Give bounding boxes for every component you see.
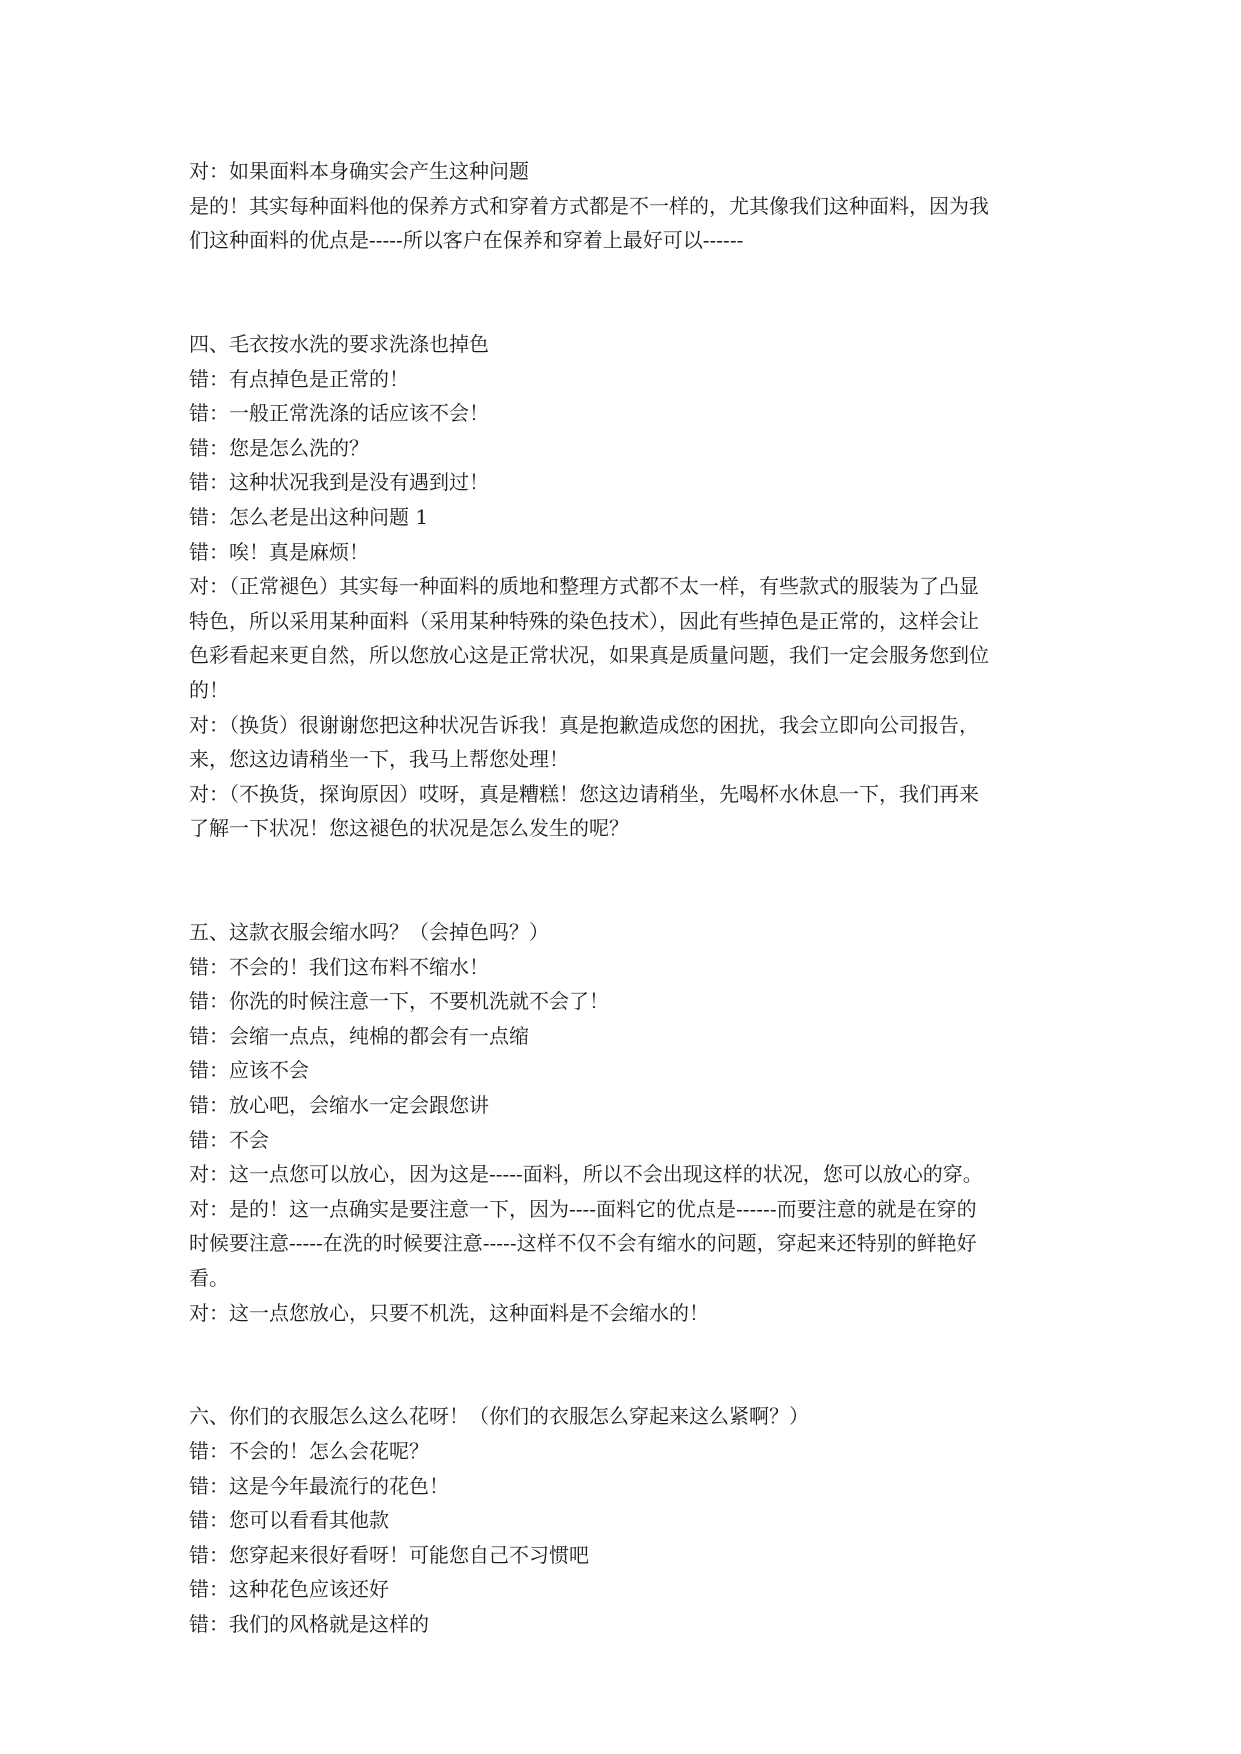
section-heading: 六、你们的衣服怎么这么花呀！（你们的衣服怎么穿起来这么紧啊？）: [189, 1404, 809, 1429]
document-body: [189, 154, 1069, 1642]
text-line: 错：不会的！我们这布料不缩水！: [189, 954, 489, 979]
text-line: 对：（正常褪色）其实每一种面料的质地和整理方式都不太一样，有些款式的服装为了凸显: [189, 574, 979, 599]
paragraph-gap: [189, 846, 1069, 881]
paragraph-gap: [189, 880, 1069, 915]
text-line: 来，您这边请稍坐一下，我马上帮您处理！: [189, 747, 569, 772]
text-line: 的！: [189, 677, 229, 702]
text-line: 时候要注意-----在洗的时候要注意-----这样不仅不会有缩水的问题，穿起来还特别的鲜艳好: [189, 1231, 977, 1256]
text-line: 对：是的！这一点确实是要注意一下，因为----面料它的优点是------而要注意的就是在穿的: [189, 1196, 977, 1221]
text-line: 了解一下状况！您这褪色的状况是怎么发生的呢？: [189, 816, 629, 841]
text-line: 对：如果面料本身确实会产生这种问题: [189, 159, 529, 183]
text-line: 对：（换货）很谢谢您把这种状况告诉我！真是抱歉造成您的困扰，我会立即向公司报告，: [189, 712, 979, 737]
text-line: 们这种面料的优点是-----所以客户在保养和穿着上最好可以------: [189, 228, 744, 253]
text-line: 色彩看起来更自然，所以您放心这是正常状况，如果真是质量问题，我们一定会服务您到位: [189, 643, 989, 668]
paragraph-gap: [189, 258, 1069, 293]
text-line: 错：您是怎么洗的？: [189, 435, 369, 460]
paragraph-gap: [189, 1365, 1069, 1400]
text-line: 错：一般正常洗涤的话应该不会！: [189, 401, 489, 426]
text-line: 错：这种花色应该还好: [189, 1577, 389, 1602]
text-line: 错：你洗的时候注意一下，不要机洗就不会了！: [189, 989, 609, 1014]
section-heading: 四、毛衣按水洗的要求洗涤也掉色: [189, 331, 489, 356]
text-line: 错：唉！真是麻烦！: [189, 539, 369, 564]
text-line: 错：应该不会: [189, 1058, 309, 1083]
text-line: 看。: [189, 1266, 229, 1290]
text-line: 错：不会: [189, 1127, 269, 1152]
text-line: 错：会缩一点点，纯棉的都会有一点缩: [189, 1023, 529, 1048]
section-five-shrinking: [189, 915, 1069, 1330]
paragraph-gap: [189, 292, 1069, 327]
text-line: 特色，所以采用某种面料（采用某种特殊的染色技术），因此有些掉色是正常的，这样会让: [189, 608, 979, 633]
section-six-pattern: [189, 1399, 1069, 1641]
text-line: 对：（不换货，探询原因）哎呀，真是糟糕！您这边请稍坐，先喝杯水休息一下，我们再来: [189, 781, 979, 806]
text-line: 错：您可以看看其他款: [189, 1508, 389, 1533]
text-line: 错：这是今年最流行的花色！: [189, 1473, 449, 1498]
text-line: 错：您穿起来很好看呀！可能您自己不习惯吧: [189, 1542, 589, 1567]
text-line: 错：放心吧，会缩水一定会跟您讲: [189, 1093, 489, 1118]
section-four-fading: [189, 327, 1069, 846]
paragraph-gap: [189, 1330, 1069, 1365]
text-line: 错：这种状况我到是没有遇到过！: [189, 470, 489, 495]
text-line: 错：有点掉色是正常的！: [189, 366, 409, 391]
text-line: 错：怎么老是出这种问题 1: [189, 504, 429, 529]
section-heading: 五、这款衣服会缩水吗？（会掉色吗？）: [189, 920, 549, 945]
section-fabric-care: [189, 154, 1069, 258]
text-line: 对：这一点您放心，只要不机洗，这种面料是不会缩水的！: [189, 1300, 709, 1325]
text-line: 是的！其实每种面料他的保养方式和穿着方式都是不一样的，尤其像我们这种面料，因为我: [189, 193, 989, 218]
text-line: 错：不会的！怎么会花呢？: [189, 1438, 429, 1463]
text-line: 错：我们的风格就是这样的: [189, 1611, 429, 1636]
text-line: 对：这一点您可以放心，因为这是-----面料，所以不会出现这样的状况，您可以放心的穿。: [189, 1162, 983, 1187]
